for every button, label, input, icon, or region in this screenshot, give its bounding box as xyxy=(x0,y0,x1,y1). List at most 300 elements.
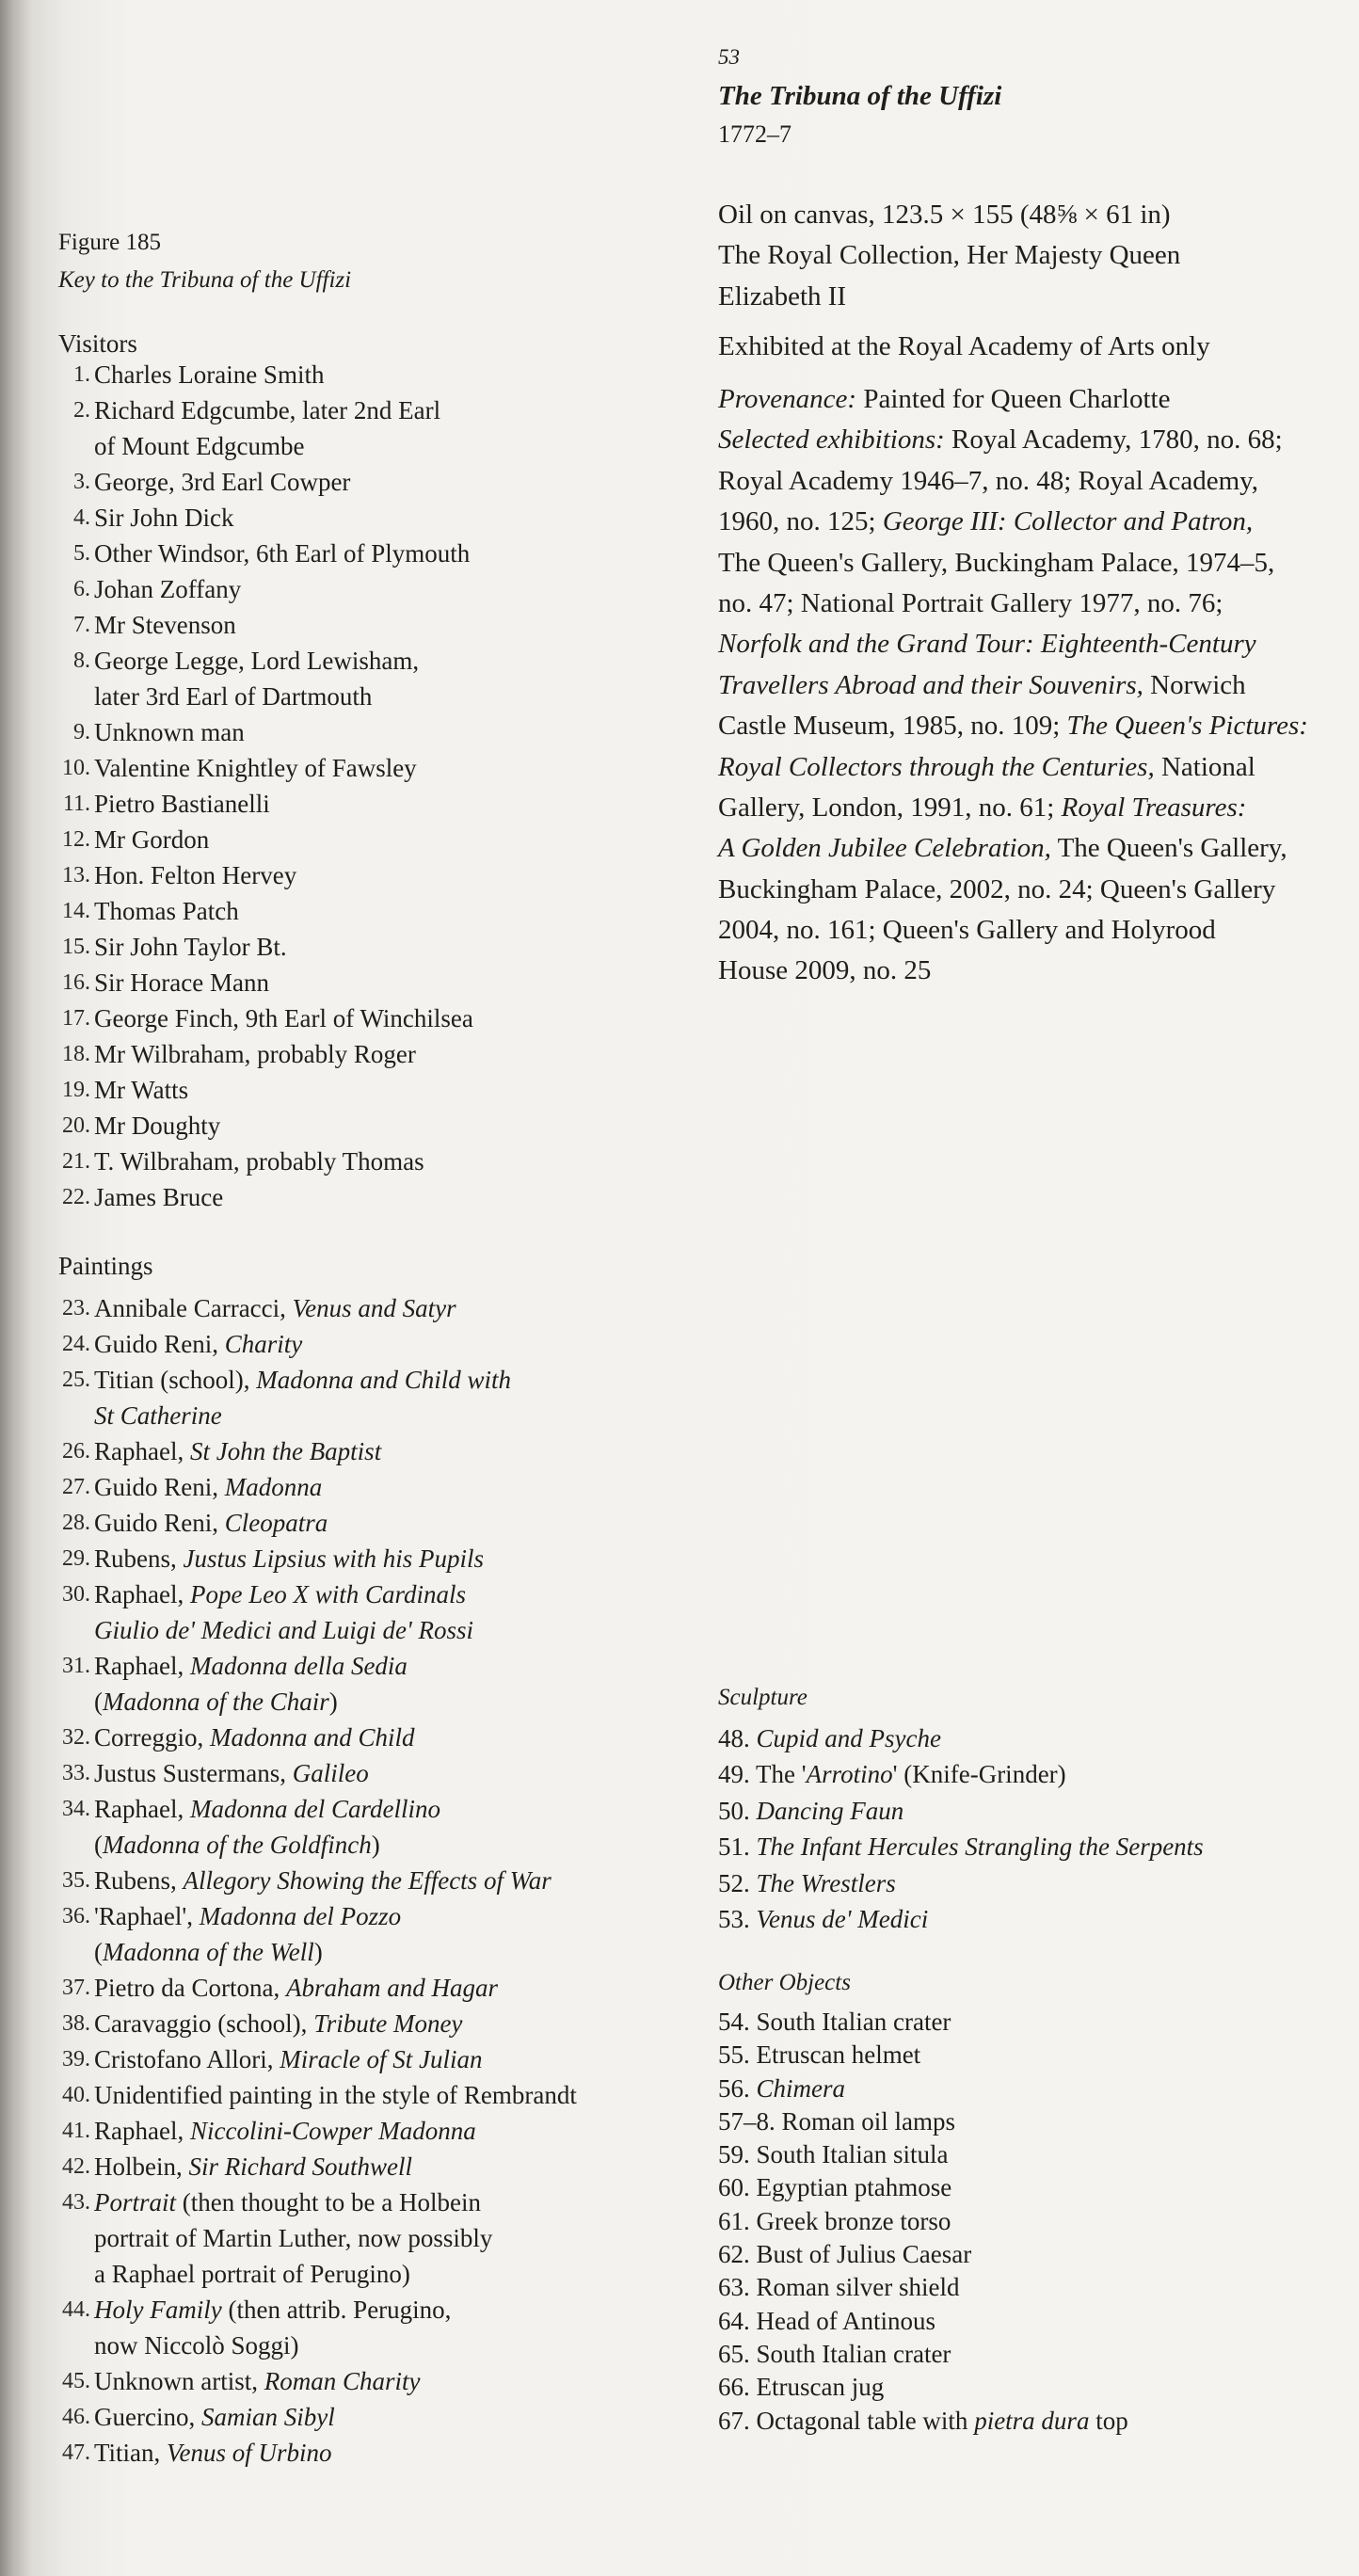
list-item xyxy=(718,2039,1128,2072)
list-item xyxy=(47,2113,577,2149)
item-number: 42. xyxy=(62,2154,90,2179)
italic-title-text: St John the Baptist xyxy=(189,1437,382,1465)
item-number: 36. xyxy=(62,1904,90,1928)
text-segment: (then attrib. Perugino, xyxy=(221,2296,452,2324)
list-item xyxy=(47,1108,473,1144)
item-text xyxy=(94,536,470,571)
text-segment: Norwich xyxy=(1143,669,1246,700)
text-segment: Egyptian ptahmose xyxy=(756,2173,952,2202)
item-text xyxy=(94,1326,302,1362)
list-item xyxy=(47,392,473,428)
item-number: 47. xyxy=(62,2440,90,2465)
text-segment: The ' xyxy=(756,1760,807,1789)
exhibited-note: Exhibited at the Royal Academy of Arts only xyxy=(718,331,1210,361)
text-segment: James Bruce xyxy=(94,1183,224,1211)
entry-number: 53 xyxy=(718,45,740,69)
provenance-line xyxy=(718,788,1308,828)
text-segment: Raphael, xyxy=(94,1795,190,1823)
list-item xyxy=(718,2305,1128,2338)
item-number: 56. xyxy=(718,2073,757,2103)
item-text xyxy=(94,965,269,1000)
item-number: 54. xyxy=(718,2008,757,2036)
item-number: 61. xyxy=(718,2206,757,2235)
italic-title-text: Abraham and Hagar xyxy=(285,1974,498,2002)
item-text xyxy=(94,750,417,786)
item-text xyxy=(94,786,270,822)
text-segment: Castle Museum, 1985, no. 109; xyxy=(718,711,1067,742)
item-text xyxy=(94,1072,188,1108)
item-number: 57–8. xyxy=(718,2106,782,2136)
item-number: 49. xyxy=(718,1760,757,1789)
italic-title-text: Selected exhibitions: xyxy=(718,424,945,456)
item-text xyxy=(94,357,324,392)
item-text xyxy=(94,1036,416,1072)
item-text xyxy=(94,1934,323,1970)
item-number: 63. xyxy=(718,2273,757,2302)
item-text xyxy=(94,464,350,500)
list-item xyxy=(47,2041,577,2077)
italic-title-text: Venus de' Medici xyxy=(756,1904,929,1933)
item-text xyxy=(94,1863,552,1898)
figure-caption xyxy=(58,224,351,299)
text-segment: Annibale Carracci, xyxy=(94,1294,293,1322)
text-segment: South Italian situla xyxy=(756,2140,949,2169)
list-item xyxy=(718,2138,1128,2171)
list-item-continuation xyxy=(47,1684,577,1720)
entry-title: The Tribuna of the Uffizi xyxy=(718,81,1002,111)
list-item xyxy=(47,857,473,893)
italic-title-text: Madonna of the Goldfinch xyxy=(103,1831,372,1859)
item-text xyxy=(94,1433,381,1469)
text-segment: of Mount Edgcumbe xyxy=(94,432,305,460)
list-item xyxy=(718,2271,1128,2304)
italic-title-text: A Golden Jubilee Celebration, xyxy=(718,833,1051,864)
text-segment: Bust of Julius Caesar xyxy=(756,2240,972,2269)
provenance-line xyxy=(718,502,1308,542)
item-number: 45. xyxy=(62,2369,90,2393)
text-segment: Unidentified painting in the style of Rembrandt xyxy=(94,2081,577,2109)
list-item xyxy=(47,357,473,392)
italic-title-text: Madonna and Child with xyxy=(256,1366,512,1394)
item-number: 52. xyxy=(718,1868,757,1897)
text-segment: T. Wilbraham, probably Thomas xyxy=(94,1147,424,1176)
text-segment: top xyxy=(1089,2406,1128,2435)
item-number: 65. xyxy=(718,2339,757,2368)
text-segment: 2004, no. 161; Queen's Gallery and Holyrood xyxy=(718,915,1216,946)
item-text xyxy=(94,1755,369,1791)
list-item xyxy=(47,2435,577,2471)
item-number: 11. xyxy=(62,792,90,816)
figure-caption-text: Key to the Tribuna of the Uffizi xyxy=(58,267,352,293)
text-segment: 1960, no. 125; xyxy=(718,506,883,537)
provenance-line xyxy=(718,624,1308,664)
text-segment: Pietro Bastianelli xyxy=(94,790,270,818)
item-text xyxy=(94,1576,466,1612)
item-text xyxy=(94,893,239,929)
entry-date: 1772–7 xyxy=(718,120,791,148)
list-item xyxy=(718,2338,1128,2371)
italic-title-text: Cleopatra xyxy=(224,1509,328,1537)
list-item xyxy=(47,1290,577,1326)
italic-title-text: Samian Sibyl xyxy=(200,2403,335,2431)
list-item xyxy=(47,1791,577,1827)
italic-title-text: Madonna xyxy=(224,1473,323,1501)
list-item xyxy=(47,1179,473,1215)
text-segment: Charles Loraine Smith xyxy=(94,360,325,389)
text-segment: ( xyxy=(94,1688,103,1716)
text-segment: ) xyxy=(328,1688,338,1716)
text-segment: Caravaggio (school), xyxy=(94,2009,314,2038)
item-text xyxy=(94,1179,223,1215)
item-text xyxy=(94,1970,498,2006)
text-segment: Mr Doughty xyxy=(94,1112,221,1140)
item-text xyxy=(94,1000,473,1036)
item-number: 66. xyxy=(718,2373,757,2402)
text-segment: National xyxy=(1154,751,1255,782)
list-item-continuation xyxy=(47,1398,577,1433)
item-number: 27. xyxy=(62,1475,90,1499)
list-item xyxy=(718,1865,1204,1901)
text-segment: Richard Edgcumbe, later 2nd Earl xyxy=(94,396,441,424)
item-number: 26. xyxy=(62,1439,90,1464)
list-item xyxy=(47,2292,577,2328)
item-text xyxy=(94,2006,462,2041)
list-item xyxy=(47,500,473,536)
list-item xyxy=(47,1326,577,1362)
provenance-line xyxy=(718,665,1308,706)
list-item-continuation xyxy=(47,1934,577,1970)
text-segment: Guercino, xyxy=(94,2403,201,2431)
list-item xyxy=(47,714,473,750)
list-item xyxy=(47,893,473,929)
item-number: 17. xyxy=(62,1006,90,1031)
item-number: 33. xyxy=(62,1761,90,1785)
item-number: 23. xyxy=(62,1296,90,1320)
list-item-continuation xyxy=(47,1827,577,1863)
text-segment: Unknown man xyxy=(94,718,245,746)
text-segment: Rubens, xyxy=(94,1866,184,1895)
text-segment: ' (Knife-Grinder) xyxy=(892,1760,1066,1789)
text-segment: Sir Horace Mann xyxy=(94,968,269,997)
item-number: 13. xyxy=(62,863,90,888)
list-item xyxy=(47,1970,577,2006)
text-segment: Guido Reni, xyxy=(94,1473,225,1501)
italic-title-text: Madonna of the Chair xyxy=(103,1688,329,1716)
visitors-heading: Visitors xyxy=(58,329,137,358)
italic-title-text: Madonna del Cardellino xyxy=(189,1795,440,1823)
medium-block xyxy=(718,195,1180,317)
item-text xyxy=(94,2256,410,2292)
list-item-continuation xyxy=(47,1612,577,1648)
provenance-line xyxy=(718,951,1308,991)
list-item xyxy=(47,1036,473,1072)
item-number: 51. xyxy=(718,1832,757,1862)
list-item-continuation xyxy=(47,2220,577,2256)
item-text xyxy=(94,2149,412,2184)
item-number: 15. xyxy=(62,935,90,959)
item-number: 50. xyxy=(718,1796,757,1825)
item-number: 60. xyxy=(718,2173,757,2202)
item-text xyxy=(94,500,234,536)
text-segment: Mr Gordon xyxy=(94,825,210,854)
item-number: 32. xyxy=(62,1725,90,1750)
list-item xyxy=(47,607,473,643)
list-item xyxy=(47,1720,577,1755)
item-number: 10. xyxy=(62,756,90,780)
item-number: 1. xyxy=(73,362,90,387)
text-segment: Raphael, xyxy=(94,1580,190,1608)
italic-title-text: George III: Collector and Patron, xyxy=(882,506,1254,537)
italic-title-text: Venus and Satyr xyxy=(292,1294,456,1322)
other-objects-list xyxy=(718,2006,1128,2438)
item-text xyxy=(94,1398,222,1433)
item-number: 4. xyxy=(73,505,90,530)
item-text xyxy=(94,2399,335,2435)
item-text xyxy=(94,1144,424,1179)
provenance-line xyxy=(718,910,1308,951)
provenance-line xyxy=(718,379,1308,420)
item-number: 25. xyxy=(62,1368,90,1392)
item-text xyxy=(94,857,296,893)
list-item xyxy=(47,1433,577,1469)
item-text xyxy=(94,2184,481,2220)
list-item xyxy=(718,2072,1128,2105)
item-text xyxy=(94,643,419,679)
text-segment: Holbein, xyxy=(94,2152,189,2181)
item-text xyxy=(94,929,287,965)
visitors-list xyxy=(47,357,473,1215)
list-item xyxy=(47,1541,577,1576)
italic-title-text: pietra dura xyxy=(974,2406,1090,2435)
list-item xyxy=(47,571,473,607)
italic-title-text: Madonna of the Well xyxy=(103,1938,314,1966)
item-number: 34. xyxy=(62,1797,90,1821)
provenance-line xyxy=(718,461,1308,502)
text-segment: Roman oil lamps xyxy=(781,2106,955,2136)
text-segment: ) xyxy=(371,1831,380,1859)
italic-title-text: Holy Family xyxy=(94,2296,222,2324)
list-item-continuation xyxy=(47,2256,577,2292)
italic-title-text: Madonna and Child xyxy=(209,1723,415,1752)
item-number: 35. xyxy=(62,1868,90,1893)
list-item xyxy=(47,750,473,786)
text-segment: ) xyxy=(313,1938,323,1966)
list-item-continuation xyxy=(47,428,473,464)
text-segment: Etruscan helmet xyxy=(756,2040,921,2070)
italic-title-text: Madonna della Sedia xyxy=(189,1652,408,1680)
list-item-continuation xyxy=(47,679,473,714)
italic-title-text: Venus of Urbino xyxy=(167,2439,332,2467)
item-number: 40. xyxy=(62,2083,90,2107)
text-segment: Hon. Felton Hervey xyxy=(94,861,297,889)
list-item-continuation xyxy=(47,2328,577,2363)
italic-title-text: Miracle of St Julian xyxy=(280,2045,483,2073)
list-item xyxy=(47,2006,577,2041)
text-segment: Sir John Dick xyxy=(94,504,234,532)
item-number: 18. xyxy=(62,1042,90,1066)
list-item xyxy=(47,2399,577,2435)
italic-title-text: Galileo xyxy=(292,1759,369,1787)
item-number: 39. xyxy=(62,2047,90,2072)
italic-title-text: Dancing Faun xyxy=(756,1796,904,1825)
italic-title-text: St Catherine xyxy=(94,1401,222,1430)
list-item xyxy=(718,2405,1128,2438)
provenance-block xyxy=(718,379,1308,992)
text-segment: The Queen's Gallery, Buckingham Palace, 1974–5, xyxy=(718,547,1275,578)
item-text xyxy=(94,2113,476,2149)
item-text xyxy=(94,2220,492,2256)
text-segment: Rubens, xyxy=(94,1544,184,1573)
medium-line: The Royal Collection, Her Majesty Queen xyxy=(718,240,1181,271)
provenance-line xyxy=(718,543,1308,584)
item-number: 2. xyxy=(73,398,90,423)
provenance-line xyxy=(718,828,1308,869)
item-number: 21. xyxy=(62,1149,90,1174)
text-segment: Royal Academy 1946–7, no. 48; Royal Academy, xyxy=(718,465,1258,496)
item-number: 30. xyxy=(62,1582,90,1607)
text-segment: Cristofano Allori, xyxy=(94,2045,280,2073)
italic-title-text: Arrotino xyxy=(806,1760,893,1789)
item-number: 24. xyxy=(62,1332,90,1356)
text-segment: Mr Stevenson xyxy=(94,611,236,639)
list-item xyxy=(47,786,473,822)
item-number: 62. xyxy=(718,2240,757,2269)
italic-title-text: Niccolini-Cowper Madonna xyxy=(189,2117,476,2145)
text-segment: Pietro da Cortona, xyxy=(94,1974,286,2002)
item-number: 9. xyxy=(73,720,90,744)
text-segment: The Queen's Gallery, xyxy=(1050,833,1287,864)
text-segment: Raphael, xyxy=(94,1437,190,1465)
text-segment: 'Raphael', xyxy=(94,1902,200,1930)
item-number: 28. xyxy=(62,1511,90,1535)
text-segment: George Finch, 9th Earl of Winchilsea xyxy=(94,1004,473,1032)
text-segment: Guido Reni, xyxy=(94,1330,225,1358)
medium-line: Elizabeth II xyxy=(718,280,847,312)
italic-title-text: Portrait xyxy=(94,2188,177,2216)
item-text xyxy=(94,1791,440,1827)
item-number: 48. xyxy=(718,1724,757,1752)
text-segment: Johan Zoffany xyxy=(94,575,242,603)
text-segment: ( xyxy=(94,1938,103,1966)
provenance-line xyxy=(718,420,1308,460)
text-segment: Raphael, xyxy=(94,1652,190,1680)
text-segment: George Legge, Lord Lewisham, xyxy=(94,647,420,675)
item-number: 55. xyxy=(718,2040,757,2070)
text-segment: Justus Sustermans, xyxy=(94,1759,293,1787)
item-text xyxy=(94,2363,420,2399)
paintings-heading: Paintings xyxy=(58,1252,153,1280)
provenance-line xyxy=(718,706,1308,746)
list-item xyxy=(47,1072,473,1108)
list-item xyxy=(718,2205,1128,2238)
item-number: 7. xyxy=(73,613,90,637)
italic-title-text: Chimera xyxy=(756,2073,845,2103)
text-segment: now Niccolò Soggi) xyxy=(94,2331,299,2360)
italic-title-text: Allegory Showing the Effects of War xyxy=(183,1866,552,1895)
text-segment: Raphael, xyxy=(94,2117,190,2145)
list-item xyxy=(718,2371,1128,2404)
list-item xyxy=(47,643,473,679)
italic-title-text: Cupid and Psyche xyxy=(756,1724,941,1752)
item-number: 5. xyxy=(73,541,90,566)
italic-title-text: Madonna del Pozzo xyxy=(199,1902,402,1930)
item-text xyxy=(94,1720,415,1755)
list-item xyxy=(47,536,473,571)
text-segment: Other Windsor, 6th Earl of Plymouth xyxy=(94,539,471,568)
item-text xyxy=(94,2292,451,2328)
text-segment: Head of Antinous xyxy=(756,2306,935,2335)
item-number: 12. xyxy=(62,827,90,852)
list-item xyxy=(718,2238,1128,2271)
item-text xyxy=(94,1108,220,1144)
item-number: 59. xyxy=(718,2140,757,2169)
text-segment: Valentine Knightley of Fawsley xyxy=(94,754,417,782)
item-number: 3. xyxy=(73,470,90,494)
text-segment: George, 3rd Earl Cowper xyxy=(94,468,351,496)
text-segment: Thomas Patch xyxy=(94,897,239,925)
item-number: 16. xyxy=(62,970,90,995)
item-text xyxy=(94,2328,298,2363)
item-text xyxy=(94,1469,322,1505)
list-item xyxy=(718,2006,1128,2039)
item-text xyxy=(94,1684,338,1720)
text-segment: (then thought to be a Holbein xyxy=(176,2188,481,2216)
paintings-list xyxy=(47,1290,577,2471)
italic-title-text: Travellers Abroad and their Souvenirs, xyxy=(718,669,1143,700)
italic-title-text: The Infant Hercules Strangling the Serpents xyxy=(756,1832,1204,1862)
list-item xyxy=(47,1576,577,1612)
text-segment: Guido Reni, xyxy=(94,1509,225,1537)
item-number: 46. xyxy=(62,2405,90,2429)
list-item xyxy=(47,1469,577,1505)
text-segment: Titian, xyxy=(94,2439,168,2467)
item-number: 6. xyxy=(73,577,90,601)
item-text xyxy=(94,2041,482,2077)
item-number: 44. xyxy=(62,2297,90,2322)
list-item xyxy=(47,1000,473,1036)
text-segment: House 2009, no. 25 xyxy=(718,955,932,986)
list-item xyxy=(47,1863,577,1898)
item-text xyxy=(94,607,236,643)
italic-title-text: Roman Charity xyxy=(264,2367,421,2395)
item-number: 19. xyxy=(62,1078,90,1102)
sculpture-heading: Sculpture xyxy=(718,1685,807,1710)
item-text xyxy=(94,714,245,750)
item-text xyxy=(94,1505,328,1541)
provenance-line xyxy=(718,747,1308,788)
list-item xyxy=(718,1756,1204,1792)
item-text xyxy=(94,2435,332,2471)
text-segment: no. 47; National Portrait Gallery 1977, no. 76; xyxy=(718,587,1223,618)
list-item xyxy=(47,1755,577,1791)
italic-title-text: Charity xyxy=(224,1330,303,1358)
list-item xyxy=(718,1901,1204,1937)
list-item xyxy=(47,822,473,857)
list-item xyxy=(47,2149,577,2184)
item-number: 53. xyxy=(718,1904,757,1933)
item-text xyxy=(94,571,241,607)
item-text xyxy=(94,392,440,428)
item-number: 8. xyxy=(73,648,90,673)
list-item xyxy=(718,1829,1204,1864)
item-number: 14. xyxy=(62,899,90,923)
text-segment: Octagonal table with xyxy=(756,2406,975,2435)
italic-title-text: Giulio de' Medici and Luigi de' Rossi xyxy=(94,1616,474,1644)
text-segment: portrait of Martin Luther, now possibly xyxy=(94,2224,493,2252)
item-number: 31. xyxy=(62,1654,90,1678)
text-segment: Royal Academy, 1780, no. 68; xyxy=(944,424,1283,456)
list-item xyxy=(47,2184,577,2220)
